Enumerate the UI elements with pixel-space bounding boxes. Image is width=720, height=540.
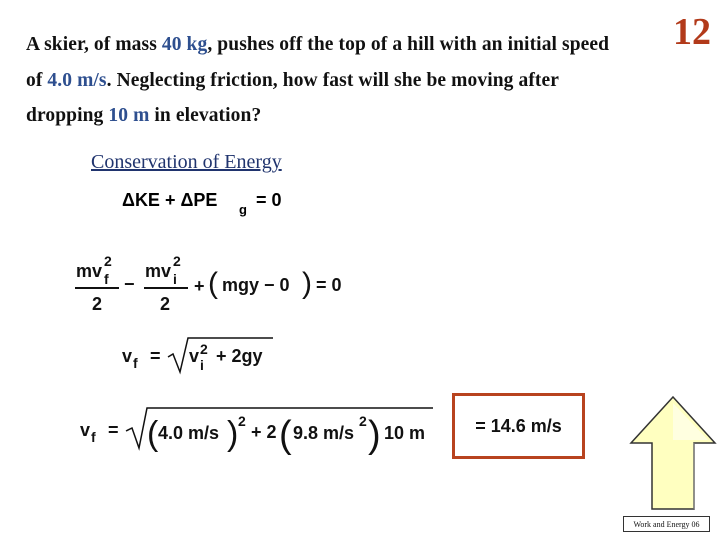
conservation-of-energy-link[interactable]: Conservation of Energy — [91, 151, 282, 173]
problem-text-3: . Neglecting friction, how fast will she be moving after dropping — [26, 69, 559, 126]
problem-text-1: A skier, of mass — [26, 34, 162, 55]
svg-text:g: g — [239, 202, 247, 217]
svg-text:ΔKE + ΔPE: ΔKE + ΔPE — [122, 190, 218, 210]
svg-text:2: 2 — [173, 253, 181, 269]
svg-text:+ 2: + 2 — [251, 422, 277, 442]
svg-text:mv: mv — [76, 261, 103, 281]
svg-text:v: v — [189, 346, 200, 366]
svg-text:): ) — [368, 414, 381, 456]
svg-text:(: ( — [279, 414, 292, 456]
svg-text:= 0: = 0 — [256, 190, 282, 210]
answer-value: = 14.6 m/s — [475, 415, 562, 436]
svg-text:(: ( — [208, 267, 218, 300]
equation-numeric-substitution — [76, 400, 436, 456]
height-value: 10 m — [108, 105, 150, 126]
svg-text:mgy − 0: mgy − 0 — [222, 275, 290, 295]
footer-tag: Work and Energy 06 — [623, 516, 710, 532]
problem-text-4: in elevation? — [149, 105, 262, 126]
svg-text:2: 2 — [359, 413, 367, 429]
answer-box — [452, 393, 585, 459]
slide-number: 12 — [673, 11, 711, 53]
mass-value: 40 kg — [161, 34, 208, 55]
svg-text:=: = — [108, 420, 119, 440]
svg-text:9.8 m/s: 9.8 m/s — [293, 423, 355, 443]
svg-text:2: 2 — [104, 253, 112, 269]
svg-text:v: v — [80, 420, 91, 440]
svg-text:mv: mv — [145, 261, 172, 281]
svg-text:f: f — [91, 429, 96, 445]
svg-text:(: ( — [147, 415, 159, 453]
problem-text-2: , pushes off the top of a hill with an initial speed of — [26, 34, 610, 91]
equation-energy-conservation — [118, 186, 308, 220]
svg-text:4.0 m/s: 4.0 m/s — [158, 423, 220, 443]
svg-text:f: f — [104, 271, 109, 287]
svg-text:+: + — [194, 276, 205, 296]
svg-text:): ) — [227, 415, 239, 453]
up-arrow-icon[interactable] — [628, 394, 718, 512]
speed-value: 4.0 m/s — [47, 69, 107, 91]
svg-text:2: 2 — [160, 294, 171, 314]
svg-text:10 m: 10 m — [384, 423, 426, 443]
svg-text:2: 2 — [200, 341, 208, 357]
svg-text:−: − — [124, 274, 135, 294]
problem-statement — [26, 27, 626, 134]
svg-text:2: 2 — [238, 413, 246, 429]
equation-final-velocity — [118, 333, 288, 379]
svg-text:=: = — [150, 346, 161, 366]
svg-text:i: i — [173, 271, 177, 287]
svg-text:2: 2 — [92, 294, 103, 314]
svg-text:i: i — [200, 357, 204, 373]
equation-energy-expanded — [72, 252, 362, 318]
svg-text:v: v — [122, 346, 133, 366]
svg-text:): ) — [302, 267, 312, 300]
svg-text:= 0: = 0 — [316, 275, 342, 295]
svg-text:+ 2gy: + 2gy — [216, 346, 263, 366]
svg-text:f: f — [133, 355, 138, 371]
